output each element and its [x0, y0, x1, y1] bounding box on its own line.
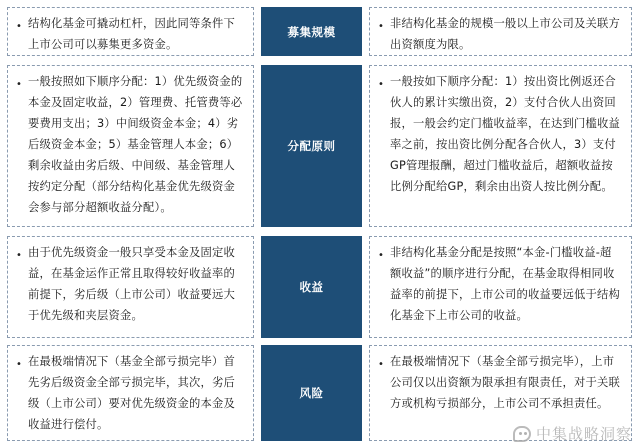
unstructured-returns-box: [369, 236, 632, 338]
bullet-icon: •: [16, 21, 23, 32]
bullet-icon: •: [378, 21, 385, 32]
unstructured-distribution-text: 一般按如下顺序分配：1）按出资比例返还合伙人的累计实缴出资，2）支付合伙人出资回报，一般会约定门槛收益率，在达到门槛收益率之前，按出资比例分配各合伙人，3）支付GP管理报酬，超过门槛收益后，超额收益按比例分配给GP，剩余由出资人按比例分配。: [390, 75, 620, 193]
unstructured-distribution-box: [369, 65, 632, 227]
wechat-logo-icon: [513, 426, 531, 442]
unstructured-fundraising-text: 非结构化基金的规模一般以上市公司及关联方出资额度为限。: [390, 17, 620, 51]
unstructured-risk-text: 在最极端情况下（基金全部亏损完毕），上市公司仅以出资额为限承担有限责任，对于关联方或机构亏损部分，上市公司不承担责任。: [390, 355, 620, 410]
label-returns: 收益: [261, 236, 362, 338]
structured-fundraising-box: [7, 7, 254, 56]
structured-risk-box: [7, 345, 254, 441]
watermark-text: 中集战略洞察: [535, 425, 632, 443]
bullet-icon: •: [16, 250, 23, 261]
watermark: [513, 423, 632, 444]
label-fundraising-scale: 募集规模: [261, 7, 362, 56]
bullet-icon: •: [16, 359, 23, 370]
label-risk: 风险: [261, 345, 362, 441]
bullet-icon: •: [378, 250, 385, 261]
structured-risk-text: 在最极端情况下（基金全部亏损完毕）首先劣后级资金全部亏损完毕，其次，劣后级（上市公司）要对优先级资金的本金及收益进行偿付。: [28, 355, 235, 431]
bullet-icon: •: [16, 79, 23, 90]
label-distribution-principle: 分配原则: [261, 65, 362, 227]
unstructured-fundraising-box: [369, 7, 632, 56]
unstructured-returns-text: 非结构化基金分配是按照“本金-门槛收益-超额收益”的顺序进行分配，在基金取得相同收益率的前提下，上市公司的收益要远低于结构化基金下上市公司的收益。: [390, 246, 620, 322]
bullet-icon: •: [378, 79, 385, 90]
structured-fundraising-text: 结构化基金可撬动杠杆，因此同等条件下上市公司可以募集更多资金。: [28, 17, 235, 51]
structured-distribution-text: 一般按照如下顺序分配：1）优先级资金的本金及固定收益，2）管理费、托管费等必要费用支出；3）中间级资金本金；4）劣后级资金本金；5）基金管理人本金；6）剩余收益由劣后级、中间级、基金管理人按约定分配（部分结构化基金优先级资金会参与部分超额收益分配）。: [28, 75, 243, 214]
structured-returns-box: [7, 236, 254, 338]
structured-returns-text: 由于优先级资金一般只享受本金及固定收益，在基金运作正常且取得较好收益率的前提下，劣后级（上市公司）收益要远大于优先级和夹层资金。: [28, 246, 235, 322]
bullet-icon: •: [378, 359, 385, 370]
structured-distribution-box: [7, 65, 254, 227]
